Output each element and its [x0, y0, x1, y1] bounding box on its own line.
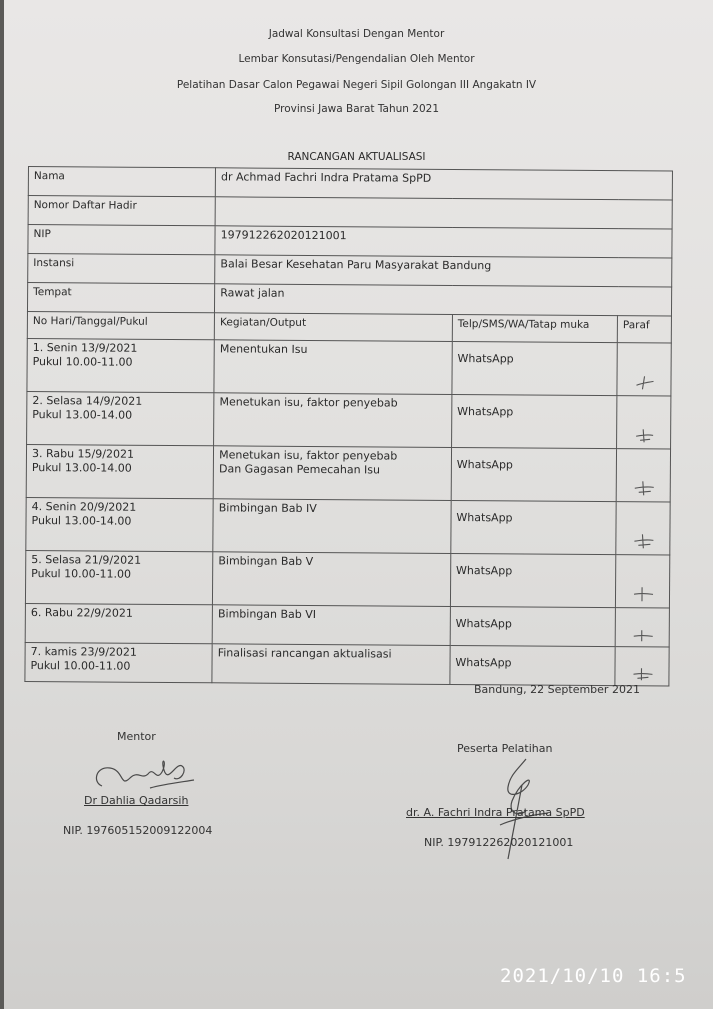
session-row: [27, 338, 671, 395]
session-row: [26, 497, 670, 554]
session-time: Pukul 10.00-11.00: [32, 355, 133, 369]
session-channel: WhatsApp: [450, 606, 615, 646]
session-time: Pukul 13.00-14.00: [31, 514, 132, 528]
session-time: Pukul 10.00-11.00: [31, 567, 132, 581]
info-row-nip: [28, 225, 672, 258]
session-channel: WhatsApp: [451, 500, 616, 554]
column-header: Telp/SMS/WA/Tatap muka: [452, 314, 617, 342]
info-label: NIP: [28, 225, 215, 255]
session-row: [25, 550, 669, 607]
paraf-cell: [616, 502, 670, 555]
session-channel: WhatsApp: [452, 341, 617, 395]
schedule-table-frame: [24, 166, 673, 674]
info-value: [215, 197, 672, 229]
session-day: 3. Rabu 15/9/2021: [31, 447, 135, 461]
header-line-1: Jadwal Konsultasi Dengan Mentor: [268, 28, 445, 40]
info-label: Nama: [28, 167, 215, 197]
table-title: RANCANGAN AKTUALISASI: [287, 151, 426, 163]
paraf-signature-icon: [629, 585, 655, 603]
session-row: [26, 444, 670, 501]
session-day: 7. kamis 23/9/2021: [30, 645, 137, 659]
session-activity: Finalisasi rancangan aktualisasi: [217, 646, 392, 661]
info-label: Instansi: [28, 254, 215, 284]
column-header: No Hari/Tanggal/Pukul: [27, 311, 214, 339]
session-channel: WhatsApp: [450, 553, 615, 607]
info-row-nama: [28, 167, 672, 200]
column-header: Paraf: [617, 316, 671, 343]
session-activity: Menetukan isu, faktor penyebab: [219, 395, 398, 410]
paraf-cell: [616, 449, 670, 502]
paraf-cell: [615, 647, 669, 686]
paraf-signature-icon: [630, 479, 656, 497]
session-channel: WhatsApp: [450, 645, 615, 685]
schedule-table: [24, 166, 673, 686]
info-row-nomor: [28, 196, 672, 229]
paraf-signature-icon: [631, 426, 657, 444]
session-row: [25, 642, 669, 685]
session-activity: Menetukan isu, faktor penyebab: [219, 448, 398, 463]
session-time: Pukul 13.00-14.00: [31, 461, 132, 475]
info-row-instansi: [28, 254, 672, 287]
session-time: Pukul 13.00-14.00: [32, 408, 133, 422]
session-channel: WhatsApp: [451, 447, 616, 501]
peserta-name: dr. A. Fachri Indra Pratama SpPD: [406, 806, 585, 819]
peserta-label: Peserta Pelatihan: [457, 742, 553, 755]
session-activity: Menentukan Isu: [219, 342, 308, 356]
header-line-3: Pelatihan Dasar Calon Pegawai Negeri Sipil Golongan III Angakatn IV: [176, 79, 537, 91]
session-day: 4. Senin 20/9/2021: [31, 500, 137, 514]
info-value: Rawat jalan: [215, 284, 672, 316]
paraf-signature-icon: [629, 628, 655, 642]
session-time: Pukul 10.00-11.00: [30, 659, 131, 673]
session-day: 2. Selasa 14/9/2021: [32, 394, 143, 408]
session-day: 1. Senin 13/9/2021: [32, 341, 138, 355]
info-value: Balai Besar Kesehatan Paru Masyarakat Bandung: [215, 255, 672, 287]
place-date: Bandung, 22 September 2021: [474, 683, 640, 696]
mentor-name: Dr Dahlia Qadarsih: [84, 794, 189, 807]
header-line-4: Provinsi Jawa Barat Tahun 2021: [273, 103, 440, 115]
mentor-signature-icon: [90, 752, 200, 796]
session-row: [25, 603, 669, 646]
info-row-tempat: [27, 283, 671, 316]
session-row: [27, 391, 671, 448]
header-line-2: Lembar Konsutasi/Pengendalian Oleh Mentor: [238, 53, 475, 65]
paraf-cell: [617, 343, 671, 396]
session-day: 5. Selasa 21/9/2021: [31, 553, 142, 567]
mentor-nip: NIP. 197605152009122004: [63, 824, 213, 837]
paraf-signature-icon: [629, 667, 655, 681]
info-value: 197912262020121001: [215, 226, 672, 258]
paraf-cell: [615, 608, 669, 647]
paraf-cell: [615, 555, 669, 608]
photo-timestamp: 2021/10/10 16:5: [500, 965, 687, 987]
peserta-nip: NIP. 197912262020121001: [424, 836, 574, 849]
paraf-signature-icon: [631, 373, 657, 391]
info-value: dr Achmad Fachri Indra Pratama SpPD: [215, 168, 672, 200]
session-day: 6. Rabu 22/9/2021: [30, 606, 133, 620]
info-label: Nomor Daftar Hadir: [28, 196, 215, 226]
info-label: Tempat: [27, 283, 214, 313]
session-channel: WhatsApp: [451, 394, 616, 448]
paraf-signature-icon: [630, 532, 656, 550]
session-activity: Bimbingan Bab V: [218, 554, 314, 569]
paraf-cell: [617, 396, 671, 449]
session-activity: Bimbingan Bab VI: [217, 607, 317, 622]
session-activity-2: Dan Gagasan Pemecahan Isu: [218, 462, 381, 477]
column-header: Kegiatan/Output: [214, 313, 452, 342]
session-activity: Bimbingan Bab IV: [218, 501, 317, 516]
mentor-label: Mentor: [117, 730, 156, 743]
